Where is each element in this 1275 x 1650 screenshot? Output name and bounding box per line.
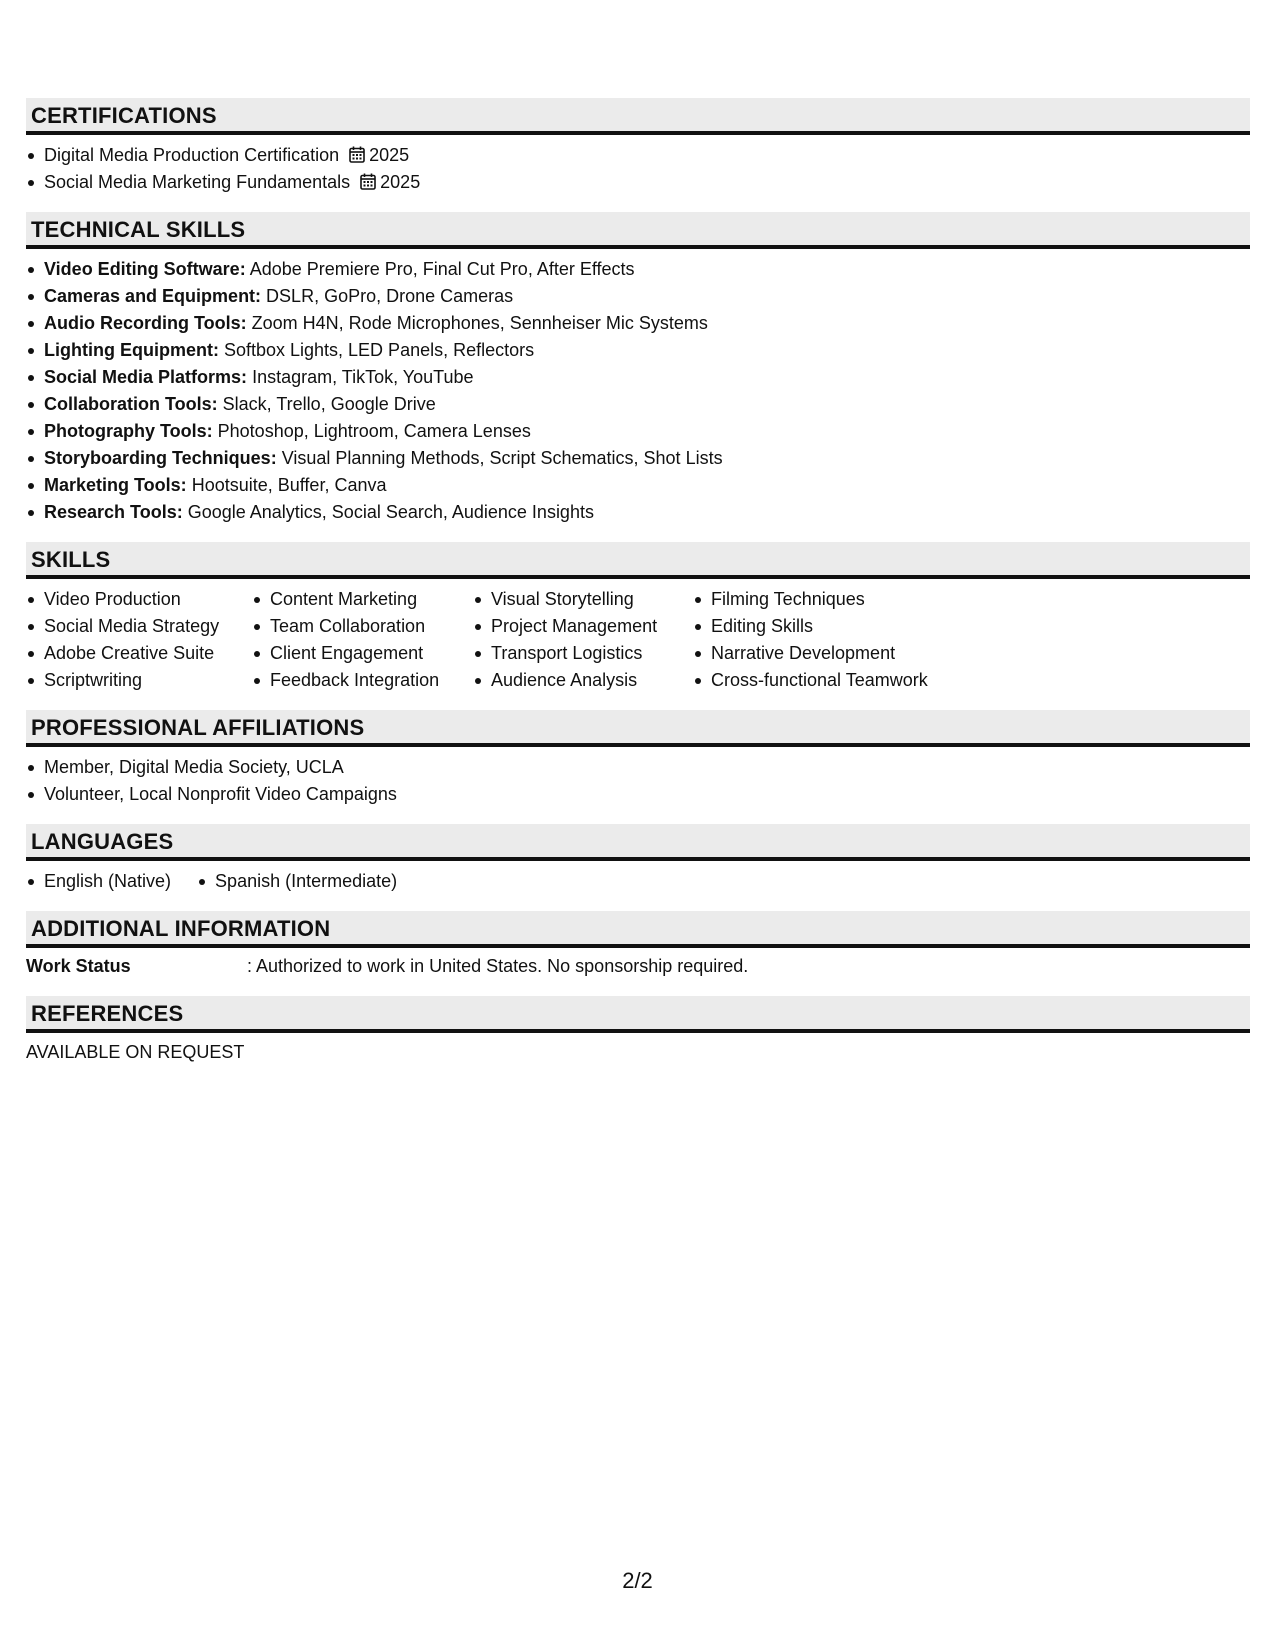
technical-skill-value: Softbox Lights, LED Panels, Reflectors xyxy=(218,340,535,360)
language-item: English (Native) xyxy=(44,868,171,895)
certification-year: 2025 xyxy=(369,145,410,165)
certification-year: 2025 xyxy=(380,172,421,192)
technical-skill-value: Instagram, TikTok, YouTube xyxy=(247,367,474,387)
affiliations-list xyxy=(26,754,1250,808)
technical-skill-value: Photoshop, Lightroom, Camera Lenses xyxy=(212,421,531,441)
skill-item: Visual Storytelling xyxy=(491,586,693,613)
work-status-row xyxy=(26,953,1250,980)
skills-section xyxy=(26,542,1250,694)
technical-skill-item xyxy=(44,472,1250,499)
skills-column xyxy=(693,586,971,694)
resume-page xyxy=(26,98,1250,1082)
technical-skill-item xyxy=(44,256,1250,283)
affiliations-section xyxy=(26,710,1250,808)
work-status-value: : Authorized to work in United States. No sponsorship required. xyxy=(247,956,749,976)
skill-item: Video Production xyxy=(44,586,252,613)
certifications-section xyxy=(26,98,1250,196)
technical-skill-value: Visual Planning Methods, Script Schematics, Shot Lists xyxy=(276,448,723,468)
skill-item: Content Marketing xyxy=(270,586,473,613)
technical-skill-label: Cameras and Equipment: xyxy=(44,286,262,306)
technical-skill-item xyxy=(44,337,1250,364)
skill-item: Cross-functional Teamwork xyxy=(711,667,971,694)
calendar-icon xyxy=(349,146,365,163)
skill-item: Audience Analysis xyxy=(491,667,693,694)
skill-item: Adobe Creative Suite xyxy=(44,640,252,667)
skill-item: Feedback Integration xyxy=(270,667,473,694)
affiliations-heading: PROFESSIONAL AFFILIATIONS xyxy=(26,710,1250,747)
technical-skill-value: Zoom H4N, Rode Microphones, Sennheiser Mic Systems xyxy=(246,313,708,333)
technical-skills-list xyxy=(26,256,1250,526)
language-item: Spanish (Intermediate) xyxy=(215,868,397,895)
technical-skill-item xyxy=(44,364,1250,391)
affiliation-item: Volunteer, Local Nonprofit Video Campaigns xyxy=(44,781,1250,808)
references-text: AVAILABLE ON REQUEST xyxy=(26,1042,245,1062)
skills-column xyxy=(252,586,473,694)
skill-item: Project Management xyxy=(491,613,693,640)
affiliation-item: Member, Digital Media Society, UCLA xyxy=(44,754,1250,781)
skill-item: Team Collaboration xyxy=(270,613,473,640)
certification-name: Digital Media Production Certification xyxy=(44,145,340,165)
certifications-heading: CERTIFICATIONS xyxy=(26,98,1250,135)
technical-skill-value: Google Analytics, Social Search, Audience Insights xyxy=(182,502,594,522)
languages-section xyxy=(26,824,1250,895)
technical-skill-value: Slack, Trello, Google Drive xyxy=(217,394,436,414)
skill-item: Narrative Development xyxy=(711,640,971,667)
technical-skill-label: Collaboration Tools: xyxy=(44,394,218,414)
certification-item xyxy=(44,169,1250,196)
skill-item: Transport Logistics xyxy=(491,640,693,667)
technical-skills-section xyxy=(26,212,1250,526)
skills-column xyxy=(473,586,693,694)
skill-item: Filming Techniques xyxy=(711,586,971,613)
technical-skill-item xyxy=(44,391,1250,418)
languages-heading: LANGUAGES xyxy=(26,824,1250,861)
technical-skill-item xyxy=(44,499,1250,526)
certifications-list xyxy=(26,142,1250,196)
page-number: 2/2 xyxy=(622,1568,653,1593)
skill-item: Editing Skills xyxy=(711,613,971,640)
technical-skill-label: Lighting Equipment: xyxy=(44,340,219,360)
technical-skill-item xyxy=(44,283,1250,310)
technical-skill-item xyxy=(44,445,1250,472)
technical-skill-value: Hootsuite, Buffer, Canva xyxy=(186,475,387,495)
skill-item: Scriptwriting xyxy=(44,667,252,694)
references-heading: REFERENCES xyxy=(26,996,1250,1033)
technical-skills-heading: TECHNICAL SKILLS xyxy=(26,212,1250,249)
technical-skill-label: Research Tools: xyxy=(44,502,183,522)
technical-skill-label: Marketing Tools: xyxy=(44,475,187,495)
technical-skill-label: Social Media Platforms: xyxy=(44,367,248,387)
calendar-icon xyxy=(360,173,376,190)
certification-item xyxy=(44,142,1250,169)
technical-skill-label: Audio Recording Tools: xyxy=(44,313,247,333)
references-section xyxy=(26,996,1250,1066)
skill-item: Social Media Strategy xyxy=(44,613,252,640)
technical-skill-value: DSLR, GoPro, Drone Cameras xyxy=(261,286,514,306)
technical-skill-item xyxy=(44,310,1250,337)
skills-column xyxy=(26,586,252,694)
technical-skill-label: Video Editing Software: xyxy=(44,259,246,279)
additional-info-heading: ADDITIONAL INFORMATION xyxy=(26,911,1250,948)
skill-item: Client Engagement xyxy=(270,640,473,667)
languages-list xyxy=(26,868,1250,895)
technical-skill-label: Storyboarding Techniques: xyxy=(44,448,277,468)
skills-heading: SKILLS xyxy=(26,542,1250,579)
technical-skill-item xyxy=(44,418,1250,445)
technical-skill-label: Photography Tools: xyxy=(44,421,213,441)
certification-name: Social Media Marketing Fundamentals xyxy=(44,172,351,192)
skills-grid xyxy=(26,586,1250,694)
additional-info-section xyxy=(26,911,1250,980)
work-status-label: Work Status xyxy=(26,956,131,976)
technical-skill-value: Adobe Premiere Pro, Final Cut Pro, After Effects xyxy=(245,259,635,279)
